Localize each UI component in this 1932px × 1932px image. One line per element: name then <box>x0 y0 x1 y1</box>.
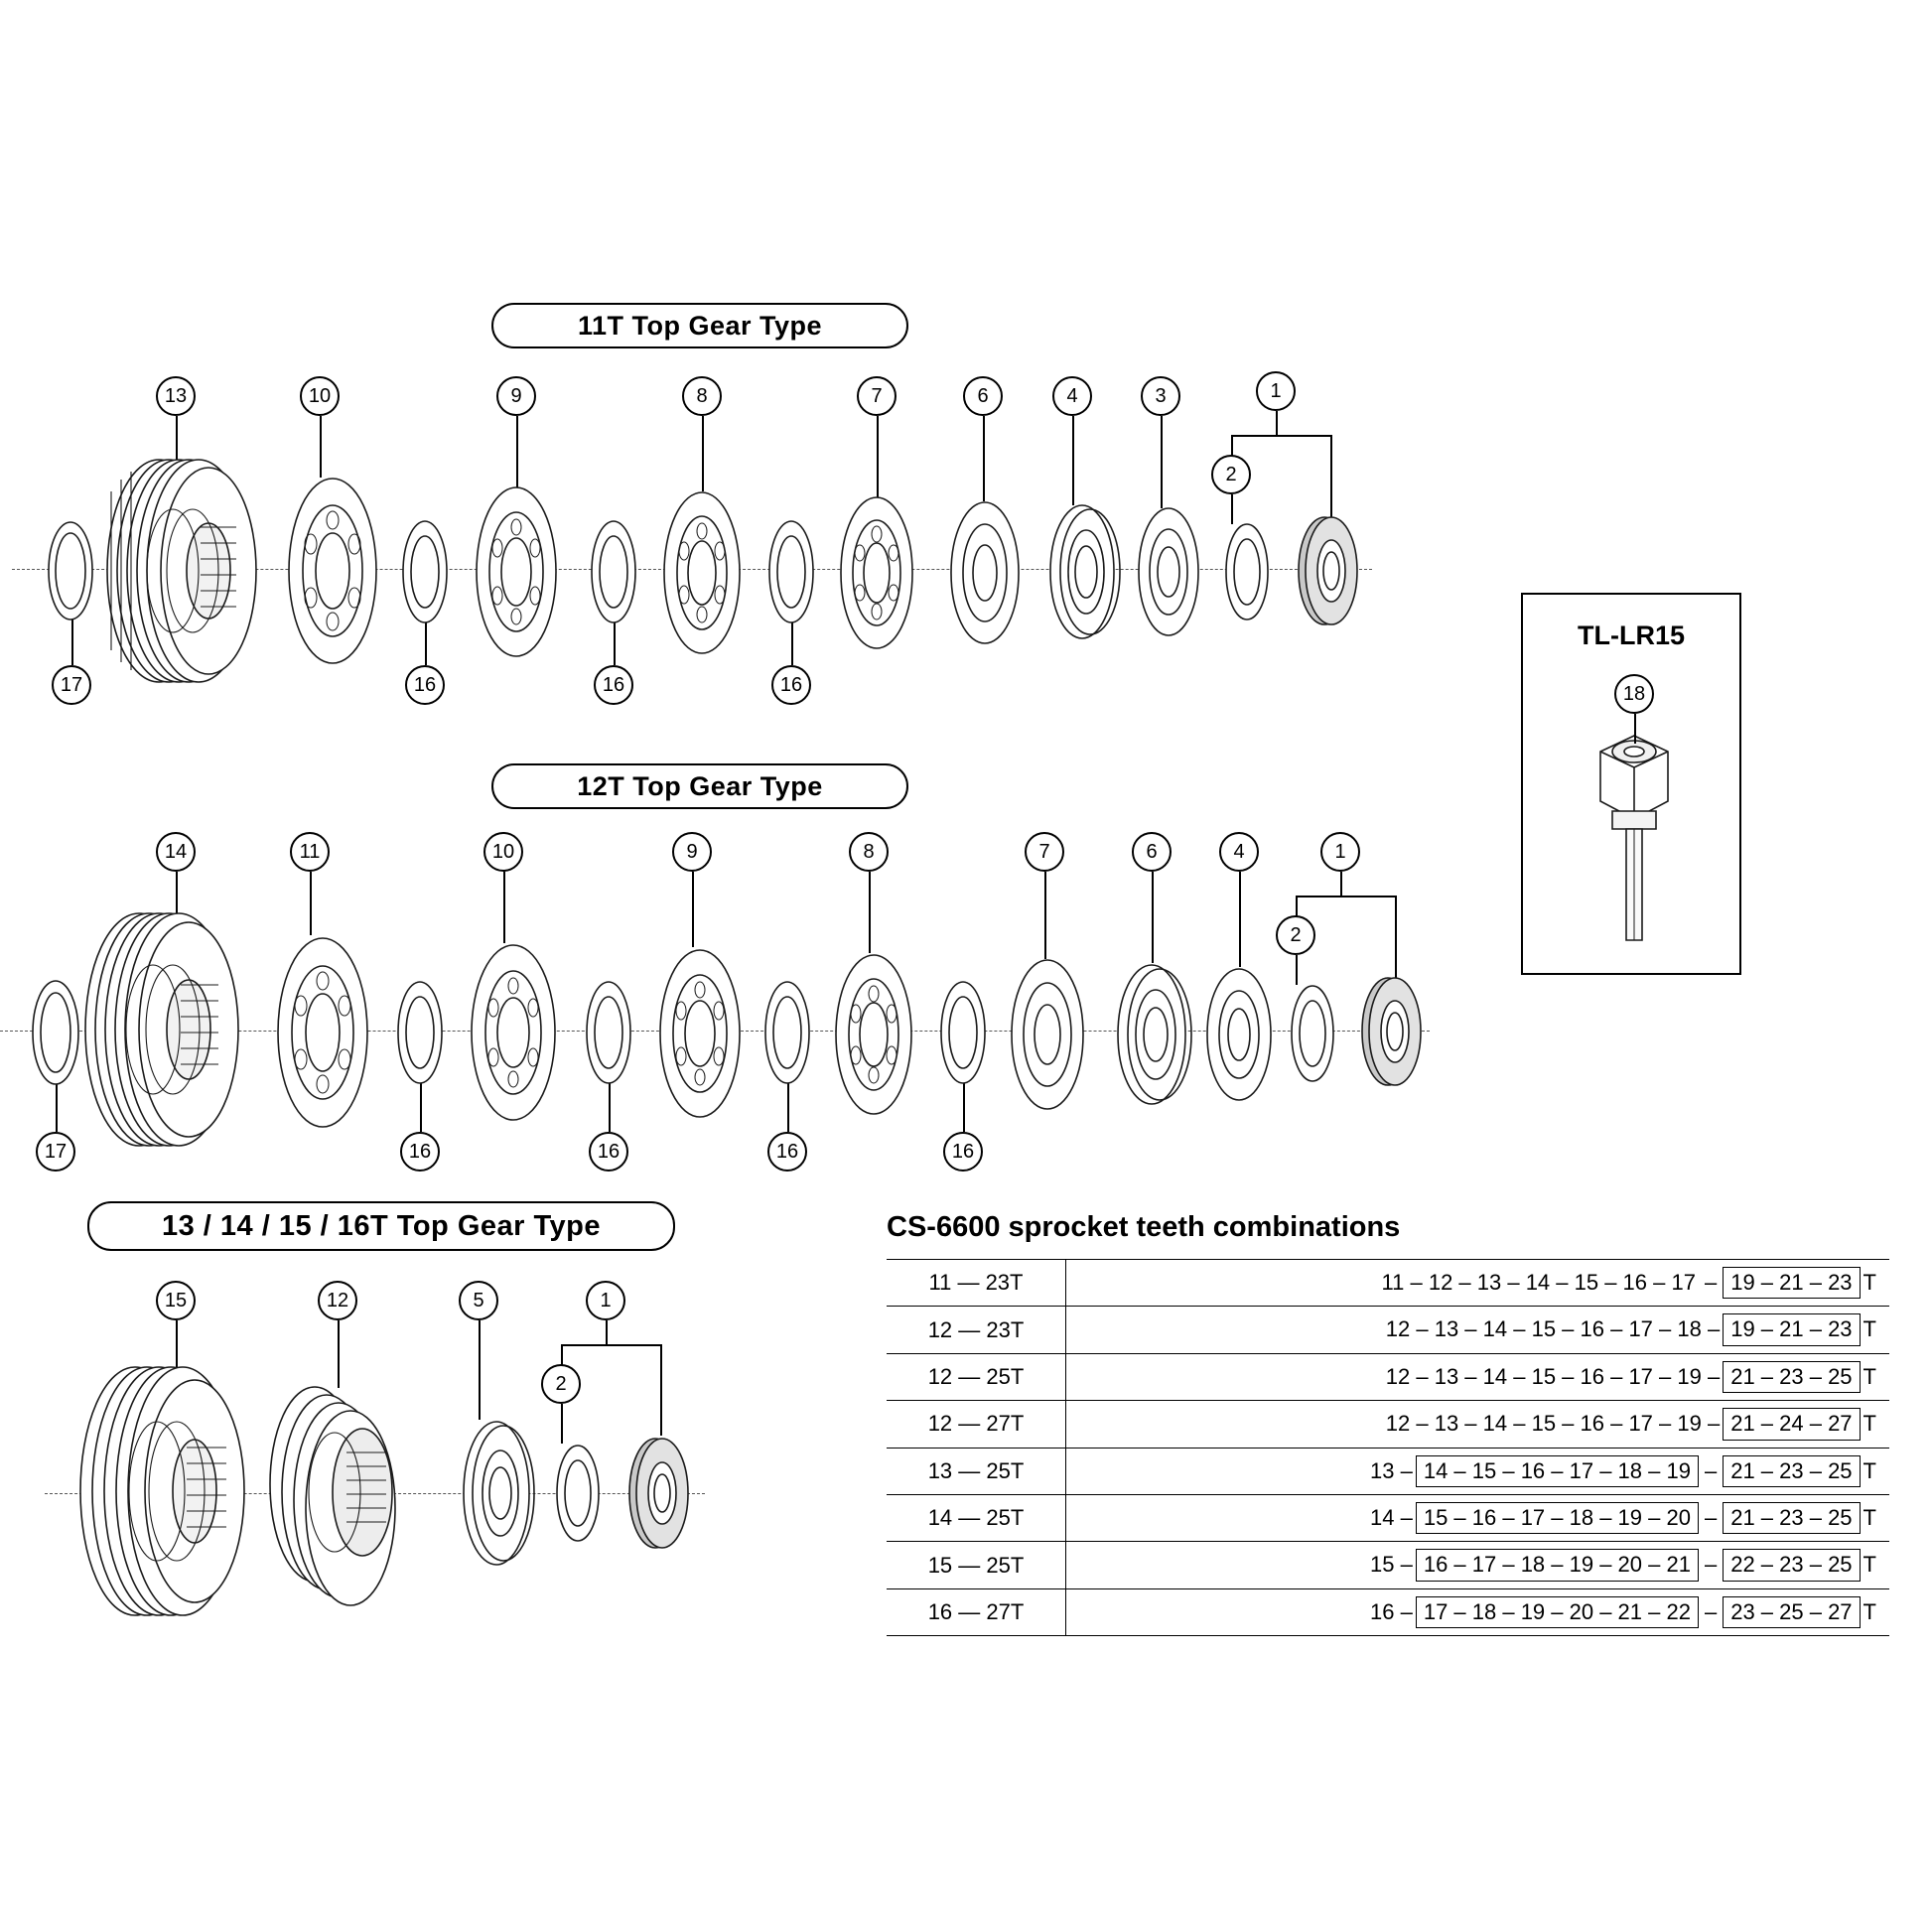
combo-boxed-2: 21 – 23 – 25 <box>1723 1502 1860 1534</box>
combo-boxed: 17 – 18 – 19 – 20 – 21 – 22 <box>1416 1596 1699 1628</box>
combo-boxed: 14 – 15 – 16 – 17 – 18 – 19 <box>1416 1455 1699 1487</box>
callout-10-row11 <box>300 376 340 416</box>
combo-boxed-2: 21 – 23 – 25 <box>1723 1455 1860 1487</box>
sprocket-10-row12 <box>452 941 576 1124</box>
spacer-16-c-row12 <box>753 979 822 1086</box>
callout-7-row12-label: 7 <box>1038 840 1050 863</box>
spacer-2-row13 <box>544 1443 612 1544</box>
combo-boxed: 21 – 24 – 27 <box>1723 1408 1860 1440</box>
table-row <box>887 1448 1889 1494</box>
leader-1-row11-right <box>1330 435 1332 520</box>
leader-18-tool <box>1634 714 1636 744</box>
callout-18-tool-label: 18 <box>1622 682 1646 705</box>
callout-1-row13 <box>586 1281 625 1320</box>
callout-17-row11-label: 17 <box>60 673 83 696</box>
sprocket-8-row12 <box>817 951 931 1118</box>
combo-part: 14 – <box>1370 1504 1413 1530</box>
combo-unit: T <box>1863 1504 1876 1530</box>
combo-boxed-2: 23 – 25 – 27 <box>1723 1596 1860 1628</box>
callout-8-row12 <box>849 832 889 872</box>
cell-range: 12 — 25T <box>887 1353 1066 1400</box>
callout-16-b-row11 <box>594 665 633 705</box>
section-title-12t-label: 12T Top Gear Type <box>577 770 823 801</box>
callout-16-d-row12 <box>943 1132 983 1172</box>
combo-sep: – <box>1704 1598 1718 1624</box>
table-row <box>887 1494 1889 1541</box>
cell-combination <box>1066 1542 1890 1588</box>
combo-sep: – <box>1704 1552 1718 1578</box>
leader-1-row11-stem <box>1276 411 1278 435</box>
section-title-12t <box>491 763 908 809</box>
callout-1-row12 <box>1320 832 1360 872</box>
combo-boxed: 19 – 21 – 23 <box>1723 1267 1860 1299</box>
sprocket-9-row12 <box>640 946 759 1121</box>
callout-15-row13-label: 15 <box>164 1289 188 1311</box>
cell-combination <box>1066 1307 1890 1353</box>
callout-16-a-row12-label: 16 <box>408 1140 432 1163</box>
table-row <box>887 1542 1889 1588</box>
leader-2-row11 <box>1231 494 1233 524</box>
spacer-16-c-row11 <box>757 518 826 625</box>
table-title <box>887 1211 1400 1244</box>
combo-part: 15 – <box>1370 1552 1413 1578</box>
leader-8-row11 <box>702 416 704 491</box>
callout-13-row11-label: 13 <box>164 384 188 407</box>
leader-6-row12 <box>1152 872 1154 963</box>
cell-combination <box>1066 1353 1890 1400</box>
section-title-11t-label: 11T Top Gear Type <box>577 310 823 341</box>
tool-box-tl-lr15 <box>1521 593 1741 975</box>
cell-range: 16 — 27T <box>887 1588 1066 1635</box>
callout-4-row11-label: 4 <box>1066 384 1078 407</box>
callout-16-a-row11 <box>405 665 445 705</box>
section-title-13t <box>87 1201 675 1251</box>
table-row <box>887 1401 1889 1448</box>
callout-16-b-row11-label: 16 <box>602 673 625 696</box>
spacer-16-a-row12 <box>385 979 455 1086</box>
combo-sep: – <box>1704 1270 1718 1295</box>
callout-1-row12-label: 1 <box>1334 840 1346 863</box>
callout-6-row12-label: 6 <box>1146 840 1158 863</box>
combo-part: 13 – <box>1370 1457 1413 1483</box>
leader-16-a-row12 <box>420 1082 422 1132</box>
leader-8-row12 <box>869 872 871 953</box>
sprocket-8-row11 <box>645 488 759 657</box>
callout-5-row13 <box>459 1281 498 1320</box>
callout-6-row12 <box>1132 832 1172 872</box>
leader-10-row11 <box>320 416 322 478</box>
callout-1-row13-label: 1 <box>600 1289 612 1311</box>
spacer-16-b-row11 <box>579 518 648 625</box>
cell-range: 15 — 25T <box>887 1542 1066 1588</box>
callout-5-row13-label: 5 <box>473 1289 484 1311</box>
cell-combination <box>1066 1588 1890 1635</box>
lockring-1-row11 <box>1283 514 1372 628</box>
callout-9-row12 <box>672 832 712 872</box>
callout-4-row11 <box>1052 376 1092 416</box>
callout-12-row13-label: 12 <box>326 1289 349 1311</box>
combo-part: 11 – 12 – 13 – 14 – 15 – 16 – 17 <box>1381 1270 1696 1295</box>
sprocket-9-row11 <box>457 483 576 660</box>
table-body <box>887 1260 1889 1636</box>
callout-17-row11 <box>52 665 91 705</box>
section-title-11t <box>491 303 908 348</box>
table-row <box>887 1307 1889 1353</box>
table-row <box>887 1353 1889 1400</box>
spacer-16-a-row11 <box>390 518 460 625</box>
leader-1-row12-stem <box>1340 872 1342 896</box>
sprocket-10-row11 <box>268 475 397 668</box>
sprocket-5-row13 <box>447 1418 546 1569</box>
spacer-17-row12 <box>22 978 89 1087</box>
callout-9-row11 <box>496 376 536 416</box>
combo-boxed: 15 – 16 – 17 – 18 – 19 – 20 <box>1416 1502 1699 1534</box>
callout-6-row11 <box>963 376 1003 416</box>
leader-9-row12 <box>692 872 694 947</box>
leader-10-row12 <box>503 872 505 943</box>
combo-unit: T <box>1863 1411 1876 1437</box>
leader-4-row12 <box>1239 872 1241 967</box>
leader-6-row11 <box>983 416 985 501</box>
callout-14-row12-label: 14 <box>164 840 188 863</box>
leader-7-row12 <box>1044 872 1046 959</box>
leader-17-row11 <box>71 616 73 665</box>
sprocket-6-row11 <box>933 498 1037 647</box>
cell-range: 12 — 23T <box>887 1307 1066 1353</box>
leader-16-d-row12 <box>963 1082 965 1132</box>
combo-unit: T <box>1863 1598 1876 1624</box>
callout-17-row12 <box>36 1132 75 1172</box>
leader-11-row12 <box>310 872 312 935</box>
callout-10-row11-label: 10 <box>308 384 332 407</box>
callout-9-row11-label: 9 <box>510 384 522 407</box>
combo-unit: T <box>1863 1270 1876 1295</box>
callout-18-tool <box>1614 674 1654 714</box>
callout-8-row11-label: 8 <box>696 384 708 407</box>
sprocket-11-row12 <box>256 933 390 1132</box>
sprocket-group-14-row12 <box>77 905 281 1154</box>
combo-boxed: 21 – 23 – 25 <box>1723 1361 1860 1393</box>
combo-sep: – <box>1704 1457 1718 1483</box>
callout-11-row12 <box>290 832 330 872</box>
combo-sep: – <box>1704 1504 1718 1530</box>
leader-16-b-row11 <box>614 620 616 665</box>
leader-1-row12-bar <box>1296 896 1395 897</box>
combo-part: 16 – <box>1370 1598 1413 1624</box>
leader-16-b-row12 <box>609 1082 611 1132</box>
callout-16-d-row12-label: 16 <box>951 1140 975 1163</box>
callout-16-c-row12 <box>767 1132 807 1172</box>
sprocket-7-row12 <box>993 956 1102 1113</box>
leader-16-c-row11 <box>791 620 793 665</box>
callout-3-row11-label: 3 <box>1155 384 1167 407</box>
cell-combination <box>1066 1401 1890 1448</box>
sprocket-7-row11 <box>822 493 931 652</box>
spacer-2-row11 <box>1213 521 1281 622</box>
callout-4-row12-label: 4 <box>1233 840 1245 863</box>
spacer-2-row12 <box>1279 983 1346 1084</box>
lockring-1-row13 <box>614 1435 703 1552</box>
callout-2-row13-label: 2 <box>555 1372 567 1395</box>
callout-4-row12 <box>1219 832 1259 872</box>
spacer-16-d-row12 <box>928 979 998 1086</box>
sprocket-3-row11 <box>1122 504 1216 639</box>
sprocket-group-13-row11 <box>97 452 291 690</box>
combo-boxed-2: 22 – 23 – 25 <box>1723 1549 1860 1581</box>
sprocket-group-15-row13 <box>77 1358 291 1624</box>
combo-unit: T <box>1863 1316 1876 1342</box>
callout-7-row11-label: 7 <box>871 384 883 407</box>
tool-name-text: TL-LR15 <box>1578 621 1685 650</box>
spacer-17-row11 <box>38 519 103 622</box>
leader-16-c-row12 <box>787 1082 789 1132</box>
leader-17-row12 <box>56 1082 58 1132</box>
callout-2-row11 <box>1211 455 1251 494</box>
table-row <box>887 1588 1889 1635</box>
callout-16-a-row12 <box>400 1132 440 1172</box>
callout-16-c-row11-label: 16 <box>779 673 803 696</box>
leader-3-row11 <box>1161 416 1163 508</box>
cell-range: 13 — 25T <box>887 1448 1066 1494</box>
leader-4-row11 <box>1072 416 1074 505</box>
table-row <box>887 1260 1889 1307</box>
combo-unit: T <box>1863 1457 1876 1483</box>
callout-3-row11 <box>1141 376 1180 416</box>
leader-1-row13-right <box>660 1344 662 1436</box>
cell-combination <box>1066 1448 1890 1494</box>
callout-13-row11 <box>156 376 196 416</box>
leader-2-row13 <box>561 1404 563 1444</box>
callout-16-a-row11-label: 16 <box>413 673 437 696</box>
sprocket-group-12-row13 <box>263 1375 462 1623</box>
callout-2-row12-label: 2 <box>1290 923 1302 946</box>
cell-combination <box>1066 1494 1890 1541</box>
callout-10-row12-label: 10 <box>491 840 515 863</box>
spacer-16-b-row12 <box>574 979 643 1086</box>
callout-2-row11-label: 2 <box>1225 463 1237 485</box>
sprocket-4-row12 <box>1189 965 1289 1104</box>
callout-11-row12-label: 11 <box>299 840 321 863</box>
combo-unit: T <box>1863 1552 1876 1578</box>
leader-16-a-row11 <box>425 620 427 665</box>
callout-16-b-row12 <box>589 1132 628 1172</box>
table-title-text: CS-6600 sprocket teeth combinations <box>887 1211 1401 1243</box>
cell-range: 12 — 27T <box>887 1401 1066 1448</box>
callout-16-c-row12-label: 16 <box>775 1140 799 1163</box>
callout-14-row12 <box>156 832 196 872</box>
leader-2-row12 <box>1296 955 1298 985</box>
callout-17-row12-label: 17 <box>44 1140 68 1163</box>
callout-7-row12 <box>1025 832 1064 872</box>
callout-8-row12-label: 8 <box>863 840 875 863</box>
leader-1-row12-right <box>1395 896 1397 981</box>
leader-5-row13 <box>479 1320 481 1420</box>
callout-10-row12 <box>483 832 523 872</box>
leader-1-row13-stem <box>606 1320 608 1344</box>
callout-2-row12 <box>1276 915 1315 955</box>
combo-unit: T <box>1863 1363 1876 1389</box>
callout-1-row11 <box>1256 371 1296 411</box>
lockring-1-row12 <box>1346 975 1436 1089</box>
leader-7-row11 <box>877 416 879 497</box>
callout-9-row12-label: 9 <box>686 840 698 863</box>
sprocket-4-row11 <box>1033 501 1132 642</box>
tool-name-label <box>1523 621 1739 651</box>
callout-2-row13 <box>541 1364 581 1404</box>
cell-combination <box>1066 1260 1890 1307</box>
combo-part: 12 – 13 – 14 – 15 – 16 – 17 – 19 – <box>1385 1411 1721 1437</box>
sprocket-combination-table <box>887 1259 1889 1636</box>
cell-range: 11 — 23T <box>887 1260 1066 1307</box>
leader-9-row11 <box>516 416 518 487</box>
callout-16-b-row12-label: 16 <box>597 1140 621 1163</box>
combo-part: 12 – 13 – 14 – 15 – 16 – 17 – 19 – <box>1385 1363 1721 1389</box>
callout-6-row11-label: 6 <box>977 384 989 407</box>
callout-7-row11 <box>857 376 897 416</box>
callout-8-row11 <box>682 376 722 416</box>
leader-1-row11-bar <box>1231 435 1330 437</box>
cell-range: 14 — 25T <box>887 1494 1066 1541</box>
leader-1-row13-bar <box>561 1344 660 1346</box>
callout-12-row13 <box>318 1281 357 1320</box>
callout-1-row11-label: 1 <box>1270 379 1282 402</box>
combo-boxed: 19 – 21 – 23 <box>1723 1313 1860 1345</box>
section-title-13t-label: 13 / 14 / 15 / 16T Top Gear Type <box>161 1209 602 1242</box>
callout-16-c-row11 <box>771 665 811 705</box>
callout-15-row13 <box>156 1281 196 1320</box>
combo-boxed: 16 – 17 – 18 – 19 – 20 – 21 <box>1416 1549 1699 1581</box>
combo-part: 12 – 13 – 14 – 15 – 16 – 17 – 18 – <box>1385 1316 1721 1342</box>
